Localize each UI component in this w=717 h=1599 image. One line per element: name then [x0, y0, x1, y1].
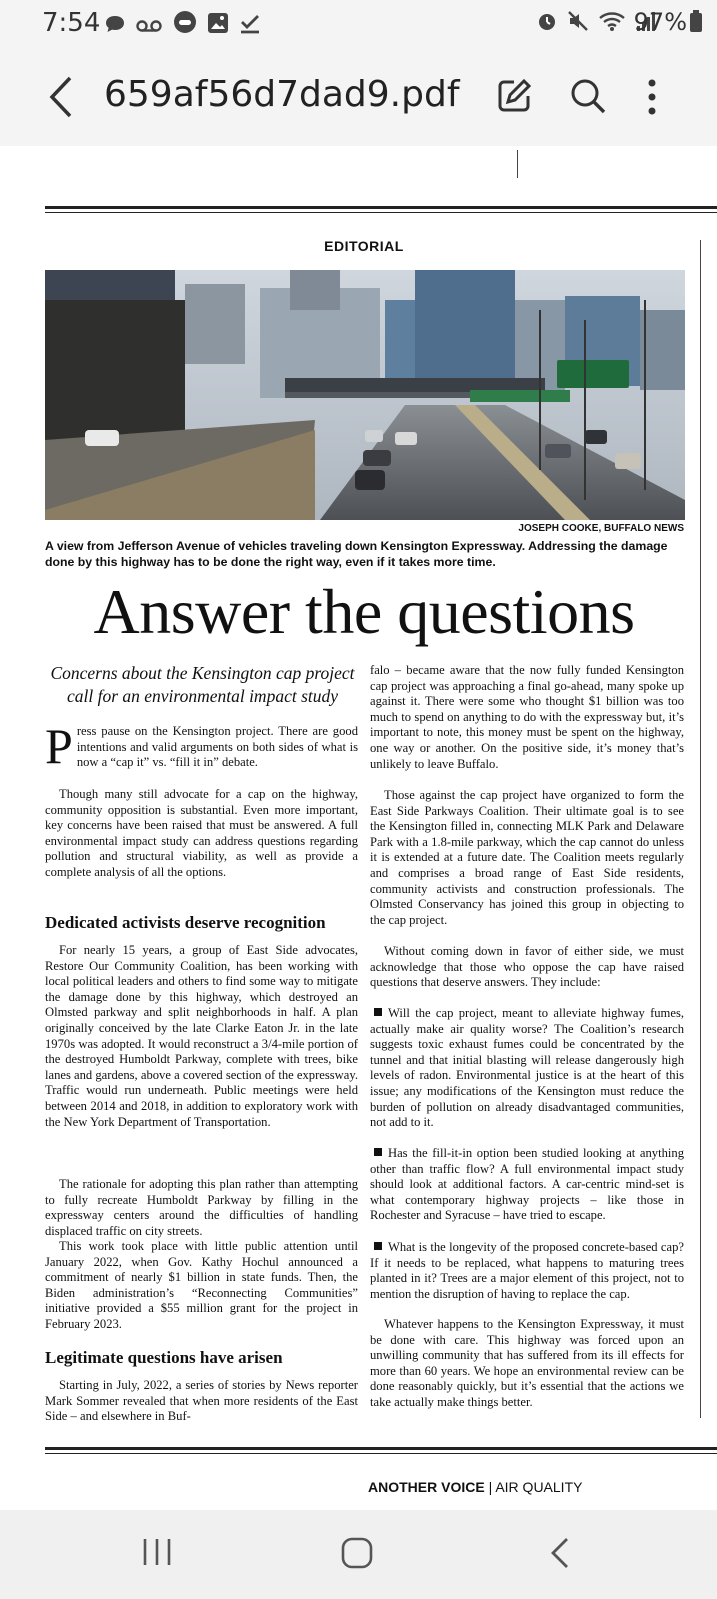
col2-paragraph-1: falo – became aware that the now fully funded Kensington cap project was approaching a final go-ahead, many spoke up against it. There were some who thought $1 billion was too much to spend on anything to do with the expressway but, it’s important to note, this money must be spent on the highway, one way or another. On the positive side, it’s money that’s unlikely to leave Buffalo.	[370, 663, 684, 771]
paragraph-1	[45, 718, 358, 774]
paragraph-4: The rationale for adopting this plan rather than attempting to fully recreate Humboldt Parkway by filling in the expressway centers around the difficulties of handling displaced traffic on city streets.	[45, 1177, 358, 1238]
back-arrow-icon[interactable]	[44, 72, 84, 122]
recents-icon[interactable]	[140, 1536, 174, 1568]
paragraph-2: Though many still advocate for a cap on the highway, community opposition is substantial. Even more important, key concerns have been raised that must be answered. A full environmental impact study can address questions regarding pollution and structural viability, as well as provide a complete analysis of all the options.	[45, 787, 358, 879]
deck: Concerns about the Kensington cap project call for an environmental impact study	[50, 663, 355, 706]
battery-indicator	[634, 8, 703, 36]
bullet	[374, 1008, 382, 1016]
bullet	[374, 1242, 382, 1250]
col2-paragraph-3: Without coming down in favor of either side, we must acknowledge that those who oppose the cap have raised questions that deserve answers. They include:	[370, 944, 684, 990]
system-nav-bar	[0, 1510, 717, 1599]
column-rule-right	[700, 240, 701, 1418]
photo-caption: A view from Jefferson Avenue of vehicles traveling down Kensington Expressway. Addressing the damage done by this highway has to be done the right way, even if it takes more time.	[45, 539, 668, 569]
subhead-2: Legitimate questions have arisen	[45, 1348, 283, 1367]
wifi-icon	[598, 10, 626, 32]
col2-paragraph-7: Whatever happens to the Kensington Expressway, it must be done with care. This highway was forced upon an unwilling community that has suffered from its ill effects for more than 60 years. We hope an environmental review can be done reasonably quickly, but it’s essential that the actions we take actually make things better.	[370, 1317, 684, 1409]
article-photo	[45, 270, 685, 520]
top-rule-thin	[45, 212, 717, 213]
col2-paragraph-4	[370, 1006, 684, 1131]
page-mark	[517, 150, 518, 178]
paragraph-6: Starting in July, 2022, a series of stories by News reporter Mark Sommer revealed that when more residents of the East Side – and elsewhere in Buf-	[45, 1378, 358, 1424]
app-bar	[0, 50, 717, 146]
more-icon[interactable]	[646, 78, 658, 116]
bullet	[374, 1148, 382, 1156]
edit-icon[interactable]	[494, 76, 534, 116]
document-title: 659af56d7dad9.pdf	[104, 74, 460, 115]
col2-paragraph-6-text: What is the longevity of the proposed concrete-based cap? If it needs to be replaced, what happens to maturing trees planted in it? Trees are a major element of this project, not to mention the disruption of having to replace the cap.	[370, 1240, 684, 1301]
status-time: 7:54	[42, 8, 101, 38]
home-icon[interactable]	[340, 1536, 374, 1570]
game-icon	[173, 10, 197, 34]
status-bar	[0, 0, 717, 48]
drop-cap: P	[45, 718, 73, 774]
paragraph-3: For nearly 15 years, a group of East Side advocates, Restore Our Community Coalition, has been working with local political leaders and others to find some way to mitigate the damage done by this highway, which destroyed an Olmsted parkway and split neighborhoods in half. A plan originally conceived by the late Clarke Eaton Jr. in the late 1970s was adopted. It would reconstruct a 3/4-mile portion of the destroyed Humboldt Parkway, complete with trees, bike lanes and gardens, above a covered section of the expressway. Traffic would run underneath. Public meetings were held between 2014 and 2018, in addition to exploratory work with the New York Department of Transportation.	[45, 943, 358, 1129]
battery-icon	[689, 10, 703, 32]
top-rule	[45, 206, 717, 209]
next-section-rest: | AIR QUALITY	[484, 1479, 583, 1495]
headline: Answer the questions	[93, 576, 635, 647]
next-section-bold: ANOTHER VOICE	[368, 1479, 485, 1495]
check-icon	[239, 12, 261, 34]
search-icon[interactable]	[568, 76, 608, 116]
col2-paragraph-5	[370, 1146, 684, 1224]
message-icon	[104, 14, 126, 34]
photo-credit: JOSEPH COOKE, BUFFALO NEWS	[518, 523, 684, 534]
col2-paragraph-2: Those against the cap project have organized to form the East Side Parkways Coalition. Their ultimate goal is to see the Kensington filled in, connecting MLK Park and Delaware Park with a 1.8-mile parkway, which the cap cannot do unless it is extended at a future date. The Coalition meets regularly and comprises a broad range of East Side residents, community activists and construction professionals. The Olmsted Conservancy has joined this group in objecting to the cap project.	[370, 788, 684, 927]
paragraph-5: This work took place with little public attention until January 2022, when Gov. Kathy Hochul announced a commitment of nearly $1 billion in state funds. Then, the Biden administration’s “Reconnecting Communities” initiative provided a $55 million grant for the project in February 2023.	[45, 1239, 358, 1331]
col2-paragraph-4-text: Will the cap project, meant to alleviate highway fumes, actually make air quality worse? The Coalition’s research suggests toxic exhaust fumes could be concentrated by the tunnel and that initial blasting will release dangerously high levels of radon. Environmental justice is at the heart of this issue; any modifications of the Kensington must reduce the burden of pollution on already disadvantaged communities, not add to it.	[370, 1006, 684, 1130]
battery-percent: 97%	[633, 8, 687, 36]
voicemail-icon	[136, 18, 162, 34]
next-section-label	[368, 1479, 582, 1495]
nav-back-icon[interactable]	[548, 1536, 572, 1570]
mute-icon	[567, 10, 589, 32]
col2-paragraph-6	[370, 1240, 684, 1302]
gallery-icon	[207, 12, 229, 34]
section-label: EDITORIAL	[324, 238, 404, 254]
notification-icons	[104, 10, 261, 39]
bottom-rule	[45, 1447, 717, 1450]
alarm-icon	[536, 10, 558, 32]
paragraph-1-text: ress pause on the Kensington project. There are good intentions and valid arguments on both sides of what is now a “cap it” vs. “fill it in” debate.	[76, 724, 358, 770]
bottom-rule-thin	[45, 1453, 717, 1454]
col2-paragraph-5-text: Has the fill-it-in option been studied looking at anything other than traffic flow? A full environmental impact study should look at additional factors. A car-centric mind-set is what contemporary highway projects – like those in Rochester and Syracuse – have tried to escape.	[370, 1146, 684, 1223]
subhead-1: Dedicated activists deserve recognition	[45, 913, 326, 932]
